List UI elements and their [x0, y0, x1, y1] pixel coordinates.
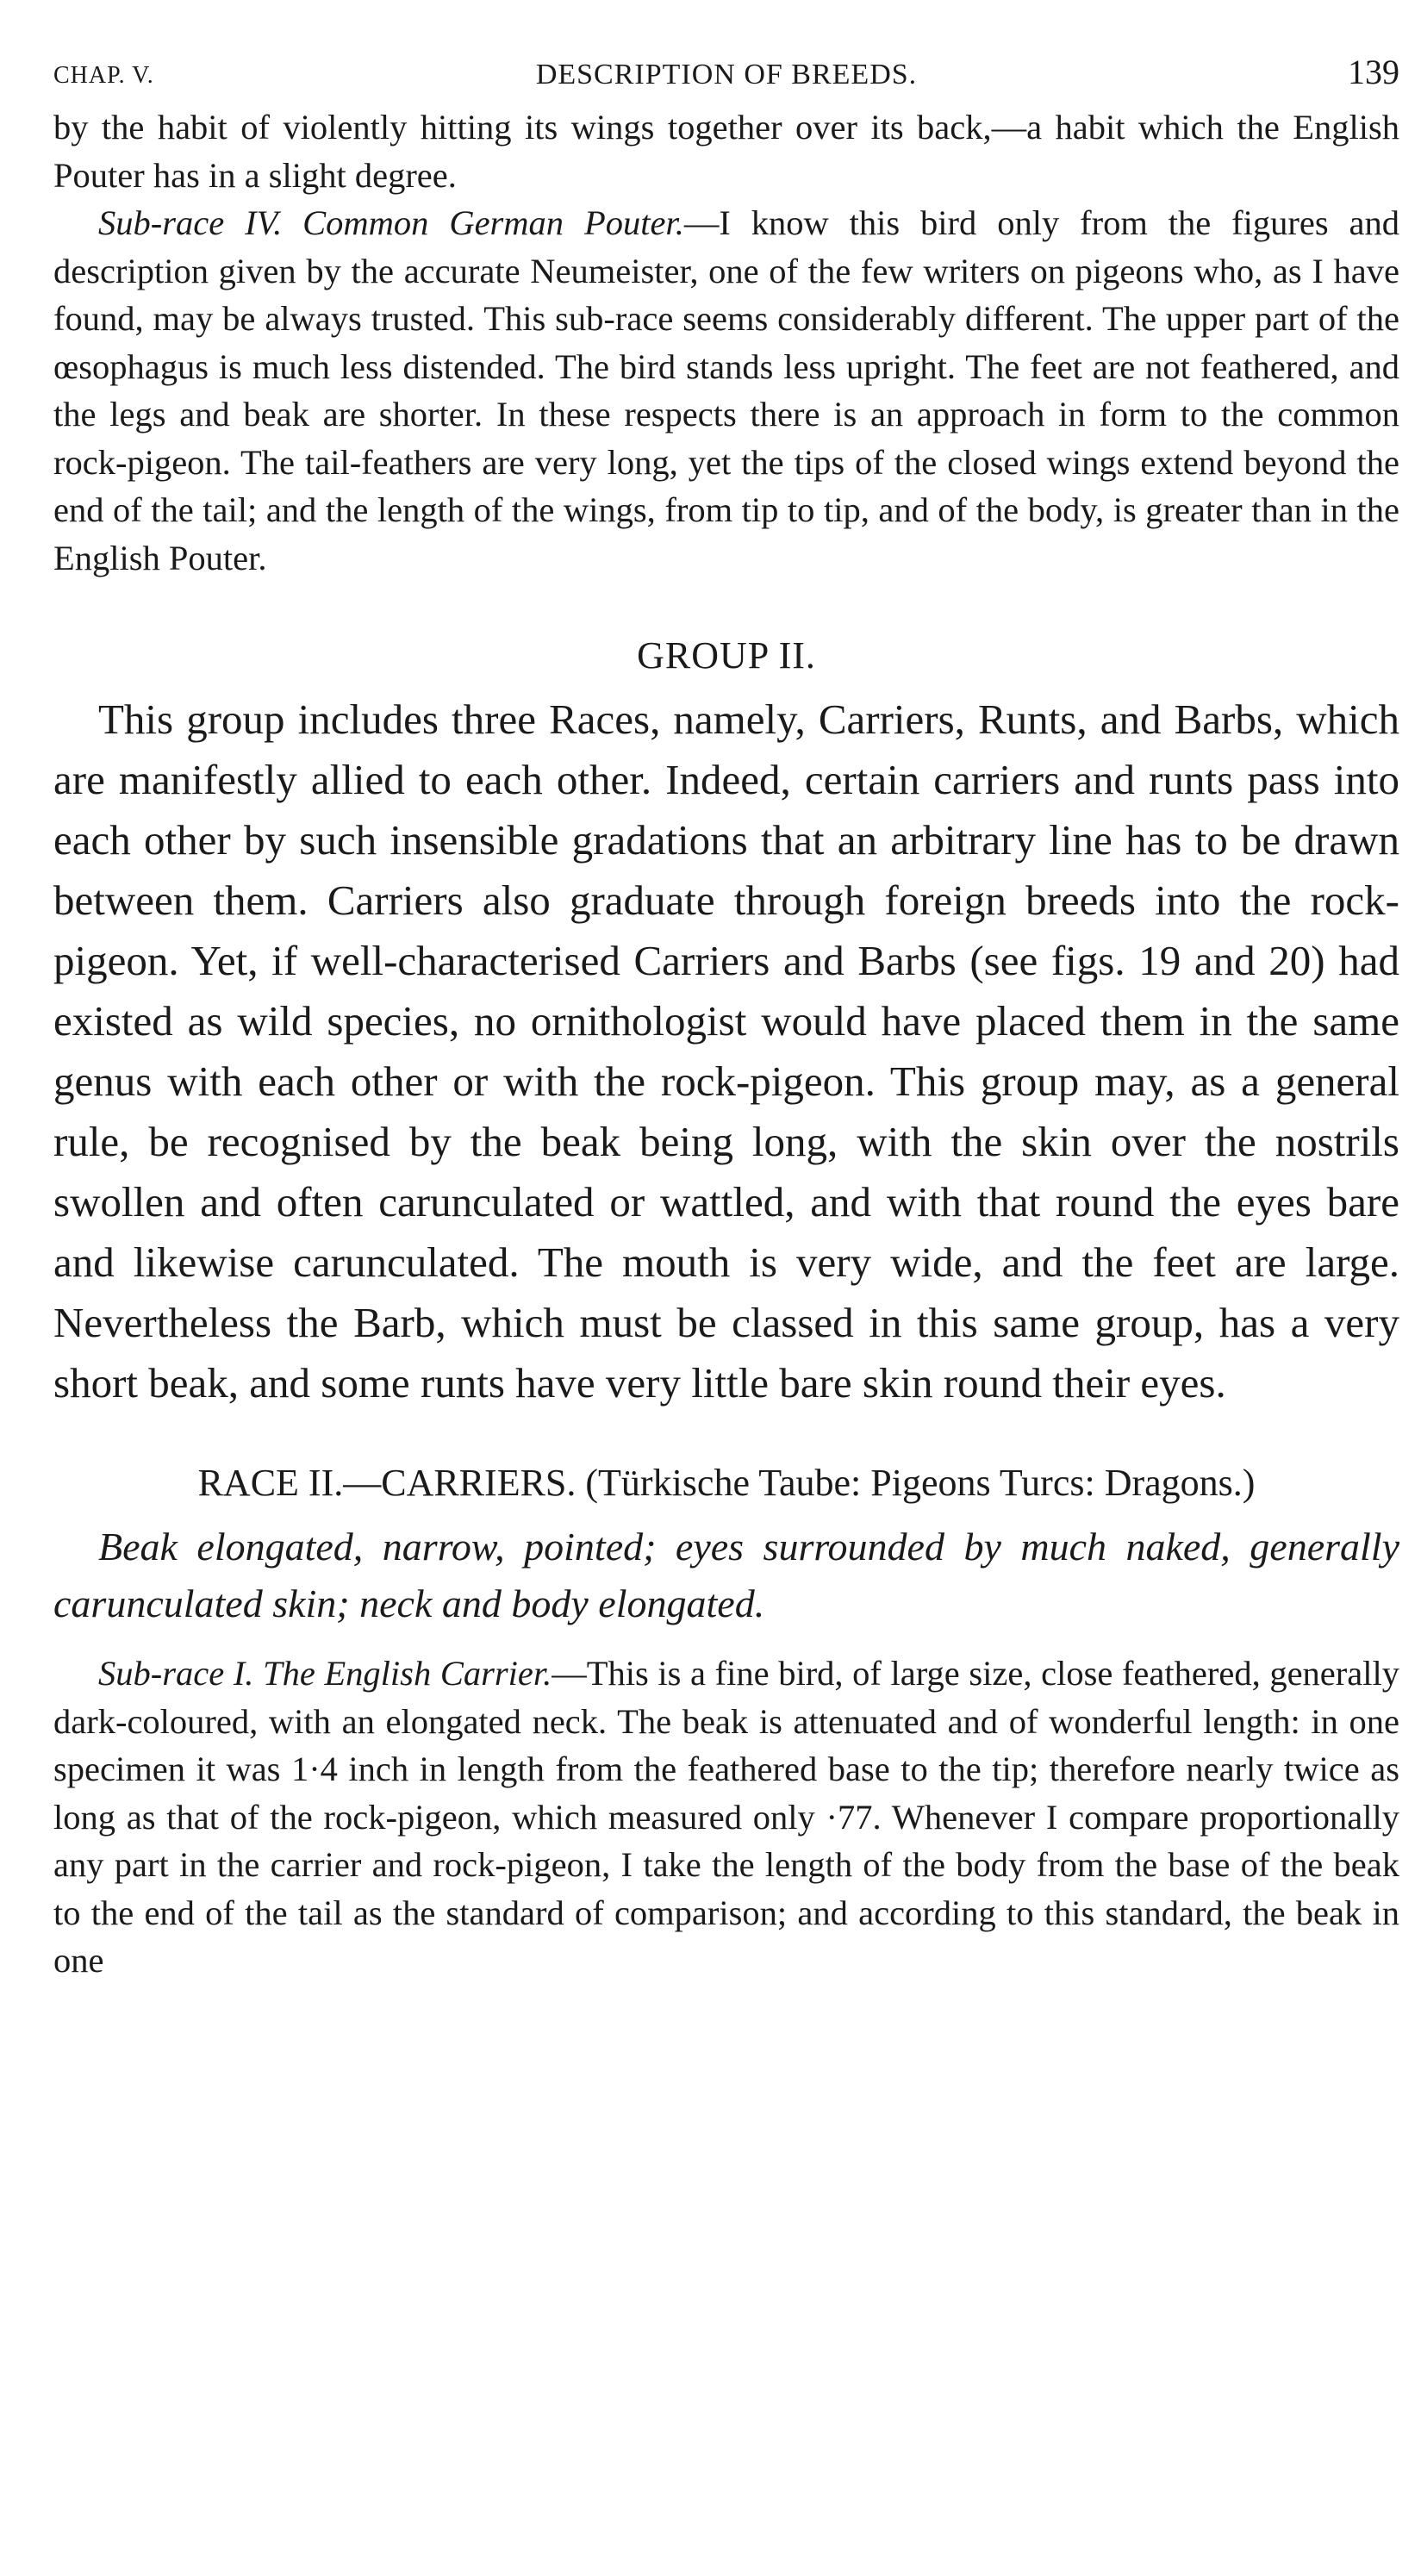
page-number: 139 [1348, 53, 1399, 91]
race-heading: RACE II.—CARRIERS. (Türkische Taube: Pigeons Turcs: Dragons.) [197, 1462, 1256, 1504]
book-page [53, 52, 1399, 1985]
paragraph-english-carrier [53, 1650, 1399, 1985]
subrace-label: Sub-race I. The English Carrier. [98, 1654, 552, 1693]
paragraph-group-description: This group includes three Races, namely, Carriers, Runts, and Barbs, which are manifestly allied to each other. Indeed, certain carriers and runts pass into each other by such insensible gradations that an arbitrary line has to be drawn between them. Carriers also graduate through foreign breeds into the rock-pigeon. Yet, if well-characterised Carriers and Barbs (see figs. 19 and 20) had existed as wild species, no ornithologist would have placed them in the same genus with each other or with the rock-pigeon. This group may, as a general rule, be recognised by the beak being long, with the skin over the nostrils swollen and often carunculated or wattled, and with that round the eyes bare and likewise carunculated. The mouth is very wide, and the feet are large. Nevertheless the Barb, which must be classed in this same group, has a very short beak, and some runts have very little bare skin round their eyes. [53, 695, 1399, 1407]
running-head [53, 52, 1399, 103]
paragraph-text: —I know this bird only from the figures and description given by the accurate Neumeister, one of the few writers on pigeons who, as I have found, may be always trusted. This sub-race seems considerably different. The upper part of the œsophagus is much less distended. The bird stands less upright. The feet are not feathered, and the legs and beak are shorter. In these respects there is an approach in form to the common rock-pigeon. The tail-feathers are very long, yet the tips of the closed wings extend beyond the end of the tail; and the length of the wings, from tip to tip, and of the body, is greater than in the English Pouter. [53, 203, 1399, 577]
running-title: DESCRIPTION OF BREEDS. [535, 59, 918, 90]
race-diagnosis: Beak elongated, narrow, pointed; eyes surrounded by much naked, generally carunculated skin; neck and body elongated. [53, 1525, 1399, 1625]
paragraph-text: —This is a fine bird, of large size, close feathered, generally dark-coloured, with an elongated neck. The beak is attenuated and of wonderful length: in one specimen it was 1·4 inch in length from the feathered base to the tip; therefore nearly twice as long as that of the rock-pigeon, which measured only ·77. Whenever I compare proportionally any part in the carrier and rock-pigeon, I take the length of the body from the base of the beak to the end of the tail as the standard of comparison; and according to this standard, the beak in one [53, 1654, 1399, 1980]
paragraph-german-pouter [53, 199, 1399, 582]
group-heading: GROUP II. [637, 634, 816, 677]
subrace-label: Sub-race IV. Common German Pouter. [98, 203, 684, 242]
chapter-label: CHAP. V. [53, 62, 154, 89]
paragraph-continuation: by the habit of violently hitting its wings together over its back,—a habit which the English Pouter has in a slight degree. [53, 108, 1399, 195]
